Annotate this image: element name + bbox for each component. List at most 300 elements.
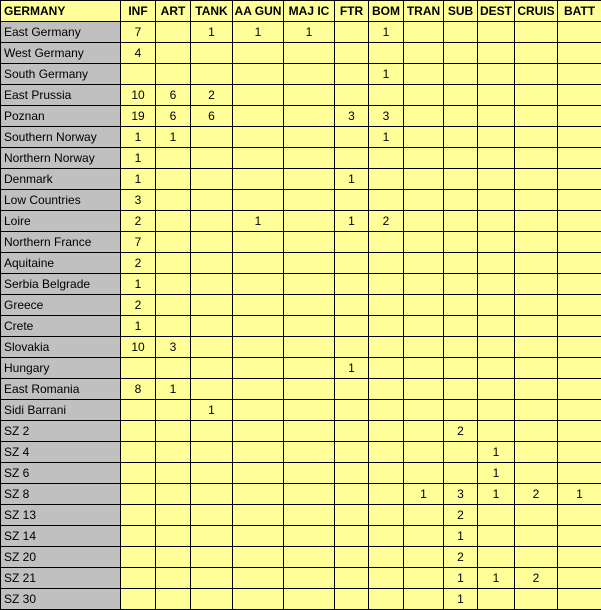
unit-count-cell[interactable]: [233, 358, 284, 379]
unit-count-cell[interactable]: [191, 526, 233, 547]
unit-count-cell[interactable]: [515, 127, 558, 148]
unit-count-cell[interactable]: [444, 295, 478, 316]
unit-count-cell[interactable]: [233, 589, 284, 610]
unit-count-cell[interactable]: [404, 568, 444, 589]
unit-count-cell[interactable]: [335, 43, 369, 64]
unit-count-cell[interactable]: [156, 400, 191, 421]
unit-count-cell[interactable]: [233, 295, 284, 316]
unit-count-cell[interactable]: [335, 316, 369, 337]
unit-count-cell[interactable]: [515, 379, 558, 400]
unit-count-cell[interactable]: [404, 190, 444, 211]
column-header-ftr[interactable]: FTR: [335, 1, 369, 22]
unit-count-cell[interactable]: [478, 253, 515, 274]
unit-count-cell[interactable]: [284, 127, 335, 148]
unit-count-cell[interactable]: [284, 106, 335, 127]
unit-count-cell[interactable]: [558, 358, 601, 379]
unit-count-cell[interactable]: [156, 148, 191, 169]
unit-count-cell[interactable]: [558, 295, 601, 316]
unit-count-cell[interactable]: [515, 64, 558, 85]
unit-count-cell[interactable]: 1: [233, 22, 284, 43]
unit-count-cell[interactable]: [558, 43, 601, 64]
unit-count-cell[interactable]: [156, 22, 191, 43]
unit-count-cell[interactable]: [335, 442, 369, 463]
unit-count-cell[interactable]: [558, 589, 601, 610]
column-header-maj-ic[interactable]: MAJ IC: [284, 1, 335, 22]
unit-count-cell[interactable]: [404, 85, 444, 106]
column-header-sub[interactable]: SUB: [444, 1, 478, 22]
unit-count-cell[interactable]: 7: [121, 22, 156, 43]
unit-count-cell[interactable]: [369, 337, 404, 358]
unit-count-cell[interactable]: [284, 505, 335, 526]
unit-count-cell[interactable]: [121, 400, 156, 421]
unit-count-cell[interactable]: 2: [444, 547, 478, 568]
unit-count-cell[interactable]: [233, 526, 284, 547]
unit-count-cell[interactable]: [191, 358, 233, 379]
unit-count-cell[interactable]: [191, 484, 233, 505]
unit-count-cell[interactable]: [444, 274, 478, 295]
unit-count-cell[interactable]: [335, 85, 369, 106]
unit-count-cell[interactable]: [191, 442, 233, 463]
unit-count-cell[interactable]: [191, 64, 233, 85]
unit-count-cell[interactable]: [444, 43, 478, 64]
unit-count-cell[interactable]: [233, 106, 284, 127]
unit-count-cell[interactable]: [191, 232, 233, 253]
unit-count-cell[interactable]: [404, 127, 444, 148]
unit-count-cell[interactable]: [233, 148, 284, 169]
unit-count-cell[interactable]: [156, 589, 191, 610]
unit-count-cell[interactable]: [404, 253, 444, 274]
unit-count-cell[interactable]: [404, 232, 444, 253]
unit-count-cell[interactable]: [284, 337, 335, 358]
unit-count-cell[interactable]: [284, 64, 335, 85]
unit-count-cell[interactable]: 3: [156, 337, 191, 358]
unit-count-cell[interactable]: [478, 337, 515, 358]
territory-cell[interactable]: Serbia Belgrade: [1, 274, 121, 295]
unit-count-cell[interactable]: [284, 43, 335, 64]
unit-count-cell[interactable]: [404, 505, 444, 526]
unit-count-cell[interactable]: 1: [444, 568, 478, 589]
column-header-bom[interactable]: BOM: [369, 1, 404, 22]
unit-count-cell[interactable]: [156, 463, 191, 484]
unit-count-cell[interactable]: 3: [335, 106, 369, 127]
unit-count-cell[interactable]: [284, 316, 335, 337]
unit-count-cell[interactable]: [515, 43, 558, 64]
unit-count-cell[interactable]: [444, 379, 478, 400]
unit-count-cell[interactable]: [335, 421, 369, 442]
unit-count-cell[interactable]: 1: [191, 22, 233, 43]
column-header-inf[interactable]: INF: [121, 1, 156, 22]
unit-count-cell[interactable]: [156, 169, 191, 190]
unit-count-cell[interactable]: [478, 169, 515, 190]
territory-cell[interactable]: SZ 2: [1, 421, 121, 442]
unit-count-cell[interactable]: [233, 127, 284, 148]
unit-count-cell[interactable]: [369, 379, 404, 400]
unit-count-cell[interactable]: [233, 274, 284, 295]
unit-count-cell[interactable]: [191, 274, 233, 295]
unit-count-cell[interactable]: 10: [121, 337, 156, 358]
unit-count-cell[interactable]: 1: [369, 64, 404, 85]
territory-cell[interactable]: SZ 20: [1, 547, 121, 568]
column-header-aa-gun[interactable]: AA GUN: [233, 1, 284, 22]
unit-count-cell[interactable]: [156, 253, 191, 274]
unit-count-cell[interactable]: [404, 463, 444, 484]
unit-count-cell[interactable]: [515, 400, 558, 421]
unit-count-cell[interactable]: [156, 316, 191, 337]
unit-count-cell[interactable]: 1: [156, 379, 191, 400]
unit-count-cell[interactable]: [284, 568, 335, 589]
unit-count-cell[interactable]: [121, 358, 156, 379]
unit-count-cell[interactable]: [478, 148, 515, 169]
unit-count-cell[interactable]: [156, 505, 191, 526]
unit-count-cell[interactable]: [404, 421, 444, 442]
unit-count-cell[interactable]: [284, 232, 335, 253]
unit-count-cell[interactable]: [233, 421, 284, 442]
territory-cell[interactable]: East Prussia: [1, 85, 121, 106]
unit-count-cell[interactable]: 6: [156, 85, 191, 106]
unit-count-cell[interactable]: [478, 43, 515, 64]
unit-count-cell[interactable]: [121, 64, 156, 85]
unit-count-cell[interactable]: [191, 463, 233, 484]
unit-count-cell[interactable]: 1: [404, 484, 444, 505]
unit-count-cell[interactable]: [404, 379, 444, 400]
unit-count-cell[interactable]: [121, 505, 156, 526]
unit-count-cell[interactable]: [515, 22, 558, 43]
unit-count-cell[interactable]: [515, 232, 558, 253]
unit-count-cell[interactable]: [284, 547, 335, 568]
unit-count-cell[interactable]: [515, 148, 558, 169]
unit-count-cell[interactable]: [191, 379, 233, 400]
unit-count-cell[interactable]: 1: [284, 22, 335, 43]
unit-count-cell[interactable]: [233, 169, 284, 190]
unit-count-cell[interactable]: [444, 337, 478, 358]
column-header-dest[interactable]: DEST: [478, 1, 515, 22]
territory-cell[interactable]: Low Countries: [1, 190, 121, 211]
unit-count-cell[interactable]: [404, 358, 444, 379]
unit-count-cell[interactable]: [404, 400, 444, 421]
unit-count-cell[interactable]: [478, 127, 515, 148]
unit-count-cell[interactable]: [558, 316, 601, 337]
unit-count-cell[interactable]: [335, 463, 369, 484]
unit-count-cell[interactable]: [121, 442, 156, 463]
unit-count-cell[interactable]: [121, 568, 156, 589]
unit-count-cell[interactable]: [478, 589, 515, 610]
unit-count-cell[interactable]: [335, 484, 369, 505]
unit-count-cell[interactable]: [335, 232, 369, 253]
unit-count-cell[interactable]: [284, 148, 335, 169]
unit-count-cell[interactable]: [284, 169, 335, 190]
column-header-tank[interactable]: TANK: [191, 1, 233, 22]
unit-count-cell[interactable]: 1: [121, 316, 156, 337]
unit-count-cell[interactable]: [404, 148, 444, 169]
unit-count-cell[interactable]: [335, 295, 369, 316]
unit-count-cell[interactable]: [404, 442, 444, 463]
unit-count-cell[interactable]: [156, 295, 191, 316]
unit-count-cell[interactable]: [404, 169, 444, 190]
unit-count-cell[interactable]: [369, 148, 404, 169]
unit-count-cell[interactable]: [558, 463, 601, 484]
territory-cell[interactable]: Greece: [1, 295, 121, 316]
unit-count-cell[interactable]: 1: [191, 400, 233, 421]
unit-count-cell[interactable]: 1: [369, 127, 404, 148]
unit-count-cell[interactable]: [558, 274, 601, 295]
unit-count-cell[interactable]: [404, 547, 444, 568]
unit-count-cell[interactable]: 1: [444, 589, 478, 610]
unit-count-cell[interactable]: [191, 547, 233, 568]
unit-count-cell[interactable]: [284, 274, 335, 295]
unit-count-cell[interactable]: [515, 295, 558, 316]
unit-count-cell[interactable]: 2: [515, 568, 558, 589]
unit-count-cell[interactable]: 1: [478, 568, 515, 589]
unit-count-cell[interactable]: [444, 169, 478, 190]
unit-count-cell[interactable]: [121, 589, 156, 610]
unit-count-cell[interactable]: [335, 400, 369, 421]
unit-count-cell[interactable]: [515, 85, 558, 106]
unit-count-cell[interactable]: [233, 232, 284, 253]
unit-count-cell[interactable]: [284, 526, 335, 547]
unit-count-cell[interactable]: [478, 400, 515, 421]
unit-count-cell[interactable]: [444, 106, 478, 127]
unit-count-cell[interactable]: 1: [233, 211, 284, 232]
territory-cell[interactable]: SZ 6: [1, 463, 121, 484]
unit-count-cell[interactable]: [444, 190, 478, 211]
unit-count-cell[interactable]: [284, 295, 335, 316]
unit-count-cell[interactable]: [191, 43, 233, 64]
unit-count-cell[interactable]: [444, 253, 478, 274]
unit-count-cell[interactable]: [558, 85, 601, 106]
unit-count-cell[interactable]: [558, 211, 601, 232]
unit-count-cell[interactable]: [284, 589, 335, 610]
unit-count-cell[interactable]: [284, 211, 335, 232]
territory-cell[interactable]: Poznan: [1, 106, 121, 127]
unit-count-cell[interactable]: [478, 421, 515, 442]
unit-count-cell[interactable]: [233, 190, 284, 211]
unit-count-cell[interactable]: [121, 484, 156, 505]
unit-count-cell[interactable]: [191, 148, 233, 169]
unit-count-cell[interactable]: 8: [121, 379, 156, 400]
unit-count-cell[interactable]: 4: [121, 43, 156, 64]
unit-count-cell[interactable]: [369, 589, 404, 610]
unit-count-cell[interactable]: 1: [558, 484, 601, 505]
unit-count-cell[interactable]: [284, 400, 335, 421]
unit-count-cell[interactable]: [191, 253, 233, 274]
unit-count-cell[interactable]: [478, 211, 515, 232]
unit-count-cell[interactable]: [404, 43, 444, 64]
unit-count-cell[interactable]: 1: [478, 463, 515, 484]
unit-count-cell[interactable]: [191, 589, 233, 610]
unit-count-cell[interactable]: [233, 505, 284, 526]
unit-count-cell[interactable]: [444, 85, 478, 106]
unit-count-cell[interactable]: [444, 64, 478, 85]
unit-count-cell[interactable]: [369, 85, 404, 106]
unit-count-cell[interactable]: [335, 274, 369, 295]
unit-count-cell[interactable]: [404, 589, 444, 610]
unit-count-cell[interactable]: [515, 274, 558, 295]
unit-count-cell[interactable]: [444, 316, 478, 337]
unit-count-cell[interactable]: 1: [121, 169, 156, 190]
column-header-cruis[interactable]: CRUIS: [515, 1, 558, 22]
unit-count-cell[interactable]: [404, 316, 444, 337]
unit-count-cell[interactable]: [156, 568, 191, 589]
unit-count-cell[interactable]: [121, 421, 156, 442]
unit-count-cell[interactable]: [404, 106, 444, 127]
unit-count-cell[interactable]: [558, 190, 601, 211]
unit-count-cell[interactable]: [478, 274, 515, 295]
unit-count-cell[interactable]: [233, 463, 284, 484]
unit-count-cell[interactable]: [284, 442, 335, 463]
unit-count-cell[interactable]: [369, 484, 404, 505]
unit-count-cell[interactable]: [515, 106, 558, 127]
unit-count-cell[interactable]: [515, 316, 558, 337]
unit-count-cell[interactable]: [444, 463, 478, 484]
unit-count-cell[interactable]: [478, 358, 515, 379]
territory-cell[interactable]: SZ 14: [1, 526, 121, 547]
unit-count-cell[interactable]: [404, 211, 444, 232]
unit-count-cell[interactable]: [369, 169, 404, 190]
territory-cell[interactable]: Hungary: [1, 358, 121, 379]
column-header-art[interactable]: ART: [156, 1, 191, 22]
unit-count-cell[interactable]: [335, 64, 369, 85]
unit-count-cell[interactable]: [335, 505, 369, 526]
unit-count-cell[interactable]: [558, 106, 601, 127]
unit-count-cell[interactable]: [444, 358, 478, 379]
unit-count-cell[interactable]: [191, 211, 233, 232]
column-header-tran[interactable]: TRAN: [404, 1, 444, 22]
unit-count-cell[interactable]: [558, 505, 601, 526]
territory-cell[interactable]: South Germany: [1, 64, 121, 85]
unit-count-cell[interactable]: [515, 505, 558, 526]
unit-count-cell[interactable]: [156, 232, 191, 253]
unit-count-cell[interactable]: [558, 64, 601, 85]
unit-count-cell[interactable]: 2: [444, 421, 478, 442]
unit-count-cell[interactable]: [558, 148, 601, 169]
unit-count-cell[interactable]: [156, 526, 191, 547]
unit-count-cell[interactable]: [558, 400, 601, 421]
unit-count-cell[interactable]: 10: [121, 85, 156, 106]
unit-count-cell[interactable]: [478, 316, 515, 337]
unit-count-cell[interactable]: [558, 379, 601, 400]
unit-count-cell[interactable]: 3: [369, 106, 404, 127]
unit-count-cell[interactable]: [444, 211, 478, 232]
unit-count-cell[interactable]: [335, 253, 369, 274]
unit-count-cell[interactable]: [284, 379, 335, 400]
unit-count-cell[interactable]: [444, 442, 478, 463]
unit-count-cell[interactable]: [478, 295, 515, 316]
unit-count-cell[interactable]: [156, 442, 191, 463]
unit-count-cell[interactable]: [284, 421, 335, 442]
unit-count-cell[interactable]: [404, 22, 444, 43]
unit-count-cell[interactable]: [369, 463, 404, 484]
unit-count-cell[interactable]: [335, 568, 369, 589]
unit-count-cell[interactable]: [369, 547, 404, 568]
territory-cell[interactable]: Denmark: [1, 169, 121, 190]
unit-count-cell[interactable]: [558, 127, 601, 148]
unit-count-cell[interactable]: [191, 190, 233, 211]
unit-count-cell[interactable]: [404, 295, 444, 316]
unit-count-cell[interactable]: [191, 169, 233, 190]
unit-count-cell[interactable]: [233, 442, 284, 463]
unit-count-cell[interactable]: [121, 526, 156, 547]
unit-count-cell[interactable]: [478, 106, 515, 127]
territory-cell[interactable]: Slovakia: [1, 337, 121, 358]
unit-count-cell[interactable]: [444, 148, 478, 169]
unit-count-cell[interactable]: [369, 253, 404, 274]
unit-count-cell[interactable]: [284, 463, 335, 484]
unit-count-cell[interactable]: [335, 337, 369, 358]
unit-count-cell[interactable]: 1: [369, 22, 404, 43]
unit-count-cell[interactable]: [515, 442, 558, 463]
unit-count-cell[interactable]: [335, 589, 369, 610]
unit-count-cell[interactable]: [191, 568, 233, 589]
unit-count-cell[interactable]: [335, 22, 369, 43]
unit-count-cell[interactable]: [444, 232, 478, 253]
unit-count-cell[interactable]: [156, 358, 191, 379]
unit-count-cell[interactable]: [558, 442, 601, 463]
territory-cell[interactable]: Sidi Barrani: [1, 400, 121, 421]
unit-count-cell[interactable]: [444, 400, 478, 421]
unit-count-cell[interactable]: 3: [121, 190, 156, 211]
unit-count-cell[interactable]: [515, 463, 558, 484]
unit-count-cell[interactable]: [191, 127, 233, 148]
unit-count-cell[interactable]: [233, 85, 284, 106]
unit-count-cell[interactable]: 1: [156, 127, 191, 148]
unit-count-cell[interactable]: [233, 43, 284, 64]
unit-count-cell[interactable]: 1: [335, 211, 369, 232]
unit-count-cell[interactable]: [478, 190, 515, 211]
territory-cell[interactable]: Northern Norway: [1, 148, 121, 169]
unit-count-cell[interactable]: [233, 253, 284, 274]
unit-count-cell[interactable]: [233, 64, 284, 85]
unit-count-cell[interactable]: [558, 526, 601, 547]
unit-count-cell[interactable]: 2: [121, 211, 156, 232]
unit-count-cell[interactable]: [404, 274, 444, 295]
unit-count-cell[interactable]: [191, 505, 233, 526]
unit-count-cell[interactable]: [156, 547, 191, 568]
unit-count-cell[interactable]: [156, 64, 191, 85]
unit-count-cell[interactable]: [404, 337, 444, 358]
unit-count-cell[interactable]: [478, 526, 515, 547]
unit-count-cell[interactable]: 2: [515, 484, 558, 505]
unit-count-cell[interactable]: 1: [121, 274, 156, 295]
unit-count-cell[interactable]: 19: [121, 106, 156, 127]
unit-count-cell[interactable]: [335, 190, 369, 211]
unit-count-cell[interactable]: [515, 589, 558, 610]
unit-count-cell[interactable]: [369, 316, 404, 337]
unit-count-cell[interactable]: [191, 316, 233, 337]
unit-count-cell[interactable]: [558, 253, 601, 274]
unit-count-cell[interactable]: [558, 232, 601, 253]
unit-count-cell[interactable]: [558, 337, 601, 358]
unit-count-cell[interactable]: [233, 337, 284, 358]
unit-count-cell[interactable]: [156, 421, 191, 442]
territory-cell[interactable]: SZ 13: [1, 505, 121, 526]
territory-cell[interactable]: SZ 30: [1, 589, 121, 610]
unit-count-cell[interactable]: [156, 190, 191, 211]
unit-count-cell[interactable]: [369, 442, 404, 463]
unit-count-cell[interactable]: [335, 526, 369, 547]
unit-count-cell[interactable]: [121, 547, 156, 568]
unit-count-cell[interactable]: [369, 400, 404, 421]
unit-count-cell[interactable]: [191, 295, 233, 316]
unit-count-cell[interactable]: 1: [478, 442, 515, 463]
unit-count-cell[interactable]: [335, 379, 369, 400]
unit-count-cell[interactable]: [233, 568, 284, 589]
unit-count-cell[interactable]: [558, 22, 601, 43]
unit-count-cell[interactable]: [284, 253, 335, 274]
unit-count-cell[interactable]: [444, 127, 478, 148]
unit-count-cell[interactable]: [156, 43, 191, 64]
unit-count-cell[interactable]: 2: [444, 505, 478, 526]
unit-count-cell[interactable]: [478, 232, 515, 253]
